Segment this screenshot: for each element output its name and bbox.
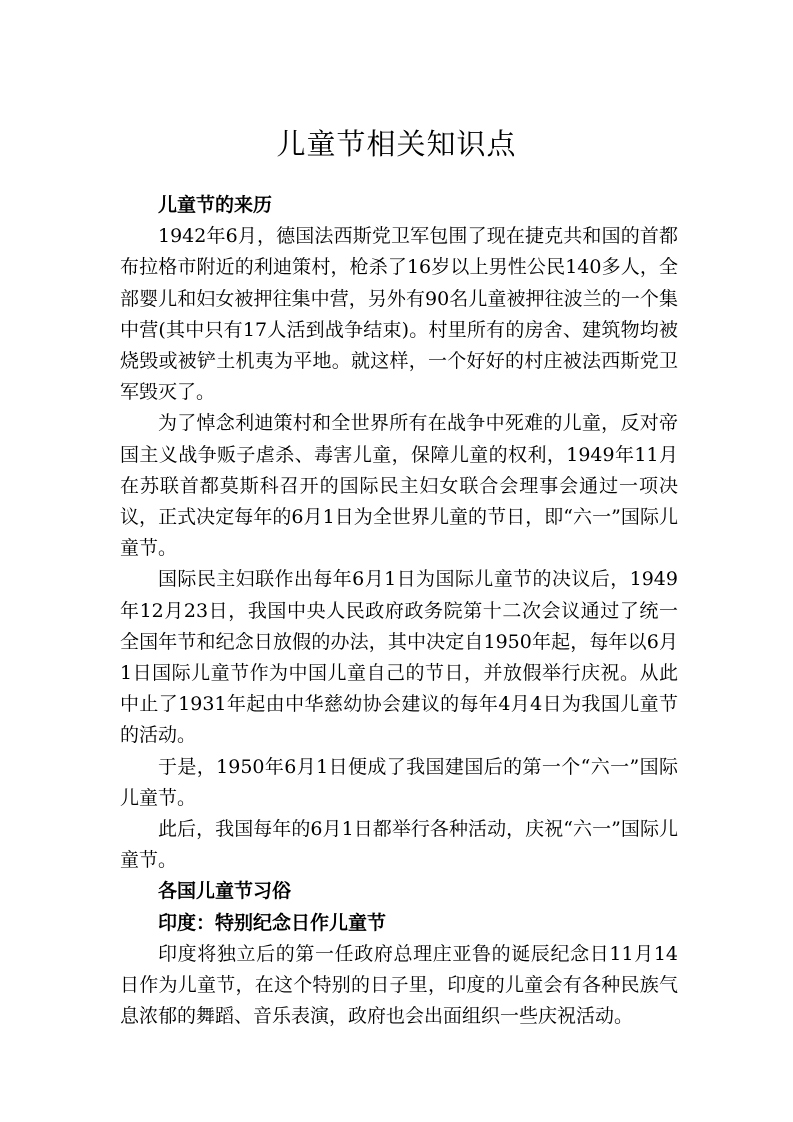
document-title: 儿童节相关知识点 — [276, 127, 517, 161]
section-heading-customs: 各国儿童节习俗 — [158, 880, 292, 903]
paragraph-6: 印度将独立后的第一任政府总理庄亚鲁的诞辰纪念日11月14日作为儿童节，在这个特别的日子里，印度的儿童会有各种民族气息浓郁的舞蹈、音乐表演，政府也会出面组织一些庆祝活动。 — [120, 942, 678, 1028]
paragraph-4: 于是，1950年6月1日便成了我国建国后的第一个“六一”国际儿童节。 — [120, 755, 678, 809]
paragraph-3: 国际民主妇联作出每年6月1日为国际儿童节的决议后，1949年12月23日，我国中央人民政府政务院第十二次会议通过了统一全国年节和纪念日放假的办法，其中决定自1950年起，每年以6月1日国际儿童节作为中国儿童自己的节日，并放假举行庆祝。从此中止了1931年起由中华慈幼协会建议的每年4月4日为我国儿童节的活动。 — [120, 568, 678, 747]
subsection-heading-india: 印度：特别纪念日作儿童节 — [158, 911, 387, 934]
document-body — [120, 190, 678, 1032]
paragraph-1: 1942年6月，德国法西斯党卫军包围了现在捷克共和国的首都布拉格市附近的利迪策村，枪杀了16岁以上男性公民140多人，全部婴儿和妇女被押往集中营，另外有90名儿童被押往波兰的一个集中营(其中只有17人活到战争结束)。村里所有的房舍、建筑物均被烧毁或被铲土机夷为平地。就这样，一个好好的村庄被法西斯党卫军毁灭了。 — [120, 225, 678, 404]
paragraph-5: 此后，我国每年的6月1日都举行各种活动，庆祝“六一”国际儿童节。 — [120, 818, 678, 872]
paragraph-2: 为了悼念利迪策村和全世界所有在战争中死难的儿童，反对帝国主义战争贩子虐杀、毒害儿童，保障儿童的权利，1949年11月在苏联首都莫斯科召开的国际民主妇女联合会理事会通过一项决议，正式决定每年的6月1日为全世界儿童的节日，即“六一”国际儿童节。 — [120, 412, 678, 560]
section-heading-origin: 儿童节的来历 — [158, 194, 273, 216]
